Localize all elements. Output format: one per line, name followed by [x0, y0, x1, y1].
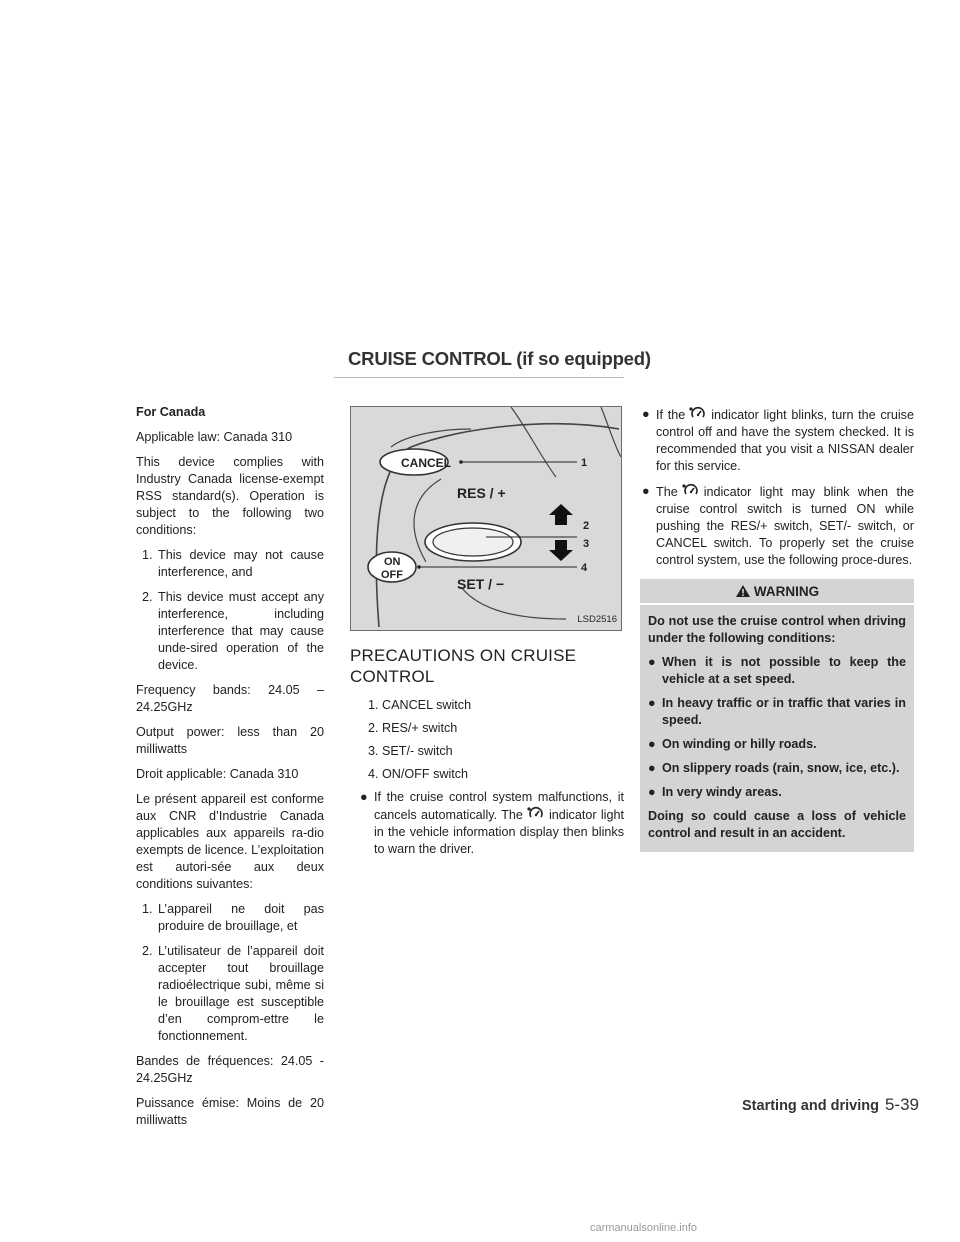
callout-3: 3: [583, 538, 590, 550]
paragraph: Bandes de fréquences: 24.05 - 24.25GHz: [136, 1054, 324, 1085]
cruise-switch-figure: [350, 406, 622, 631]
list-text: On winding or hilly roads.: [662, 737, 817, 751]
cruise-indicator-icon: [526, 806, 546, 820]
bullet-text-after: indicator light blinks, turn the cruise control off and have the system checked. It is recommended that you visit a NISSAN dealer for this service.: [656, 408, 914, 473]
list-item: [136, 901, 324, 935]
bullet-text-before: The: [656, 485, 678, 499]
for-canada-heading: For Canada: [136, 405, 206, 419]
bullet-icon: ●: [642, 484, 650, 498]
switch-parts-list: [360, 697, 624, 783]
bullet-text-after: indicator light in the vehicle information display then blinks to warn the driver.: [374, 808, 624, 856]
paragraph: Output power: less than 20 milliwatts: [136, 725, 324, 756]
off-label: OFF: [381, 569, 403, 581]
paragraph: Applicable law: Canada 310: [136, 430, 293, 444]
warning-header: [648, 579, 906, 603]
warning-triangle-icon: [735, 584, 751, 598]
list-text: When it is not possible to keep the vehicle at a set speed.: [662, 655, 906, 686]
indicator-bullet-list: [640, 406, 914, 569]
bullet-text-after: indicator light may blink when the cruise control switch is turned ON while pushing the RES/+ switch, SET/- switch, or CANCEL switch. To properly set the cruise control system, use the following proce-dures.: [656, 485, 914, 567]
list-item: 2. RES/+ switch: [368, 721, 458, 735]
list-text: This device may not cause interference, and: [158, 548, 324, 579]
set-switch-label: SET / −: [457, 576, 505, 592]
warning-conditions-list: [648, 654, 906, 801]
middle-column: [350, 406, 624, 866]
list-item: [648, 695, 906, 729]
list-item: [358, 789, 624, 858]
bullet-icon: ●: [642, 407, 650, 421]
paragraph: Droit applicable: Canada 310: [136, 767, 299, 781]
paragraph: Le présent appareil est conforme aux CNR d’Industrie Canada applicables aux appareils ra-dio exempts de licence. L’exploitation est autori-sée aux deux conditions suivantes:: [136, 792, 324, 891]
bullet-icon: ●: [648, 785, 656, 799]
on-label: ON: [384, 556, 401, 568]
list-text: In heavy traffic or in traffic that varies in speed.: [662, 696, 906, 727]
list-item: [136, 589, 324, 674]
list-item: [136, 943, 324, 1045]
left-column: [136, 404, 324, 1137]
bullet-icon: ●: [648, 696, 656, 710]
paragraph: Puissance émise: Moins de 20 milliwatts: [136, 1096, 324, 1127]
list-text: This device must accept any interference, including interference that may cause unde-sired operation of the device.: [158, 590, 324, 672]
cruise-switch-illustration: [351, 407, 621, 630]
cruise-indicator-icon: [681, 483, 701, 497]
list-number: 2.: [142, 944, 153, 958]
figure-code: LSD2516: [577, 614, 617, 625]
bullet-icon: ●: [360, 790, 368, 804]
section-title: CRUISE CONTROL (if so equipped): [348, 348, 651, 369]
list-item: [648, 760, 906, 777]
list-text: In very windy areas.: [662, 785, 782, 799]
conditions-list-fr: [136, 901, 324, 1045]
callout-4: 4: [581, 562, 588, 574]
warning-outro: Doing so could cause a loss of vehicle control and result in an accident.: [648, 809, 906, 840]
list-number: 1.: [142, 902, 153, 916]
list-number: 1.: [142, 548, 153, 562]
list-item: [648, 654, 906, 688]
list-item: [136, 547, 324, 581]
malfunction-bullet-list: [358, 789, 624, 858]
bullet-icon: ●: [648, 737, 656, 751]
callout-1: 1: [581, 457, 588, 469]
footer-section-title: Starting and driving: [742, 1098, 879, 1114]
page-footer: [742, 1095, 919, 1115]
cancel-switch-label: CANCEL: [401, 456, 451, 470]
list-text: On slippery roads (rain, snow, ice, etc.).: [662, 761, 900, 775]
paragraph: Frequency bands: 24.05 – 24.25GHz: [136, 683, 324, 714]
list-item: 3. SET/- switch: [368, 744, 453, 758]
list-item: [640, 406, 914, 475]
res-switch-label: RES / +: [457, 485, 506, 501]
bullet-text-before: If the cruise control system malfunctions, it cancels automatically. The: [374, 790, 624, 822]
list-item: [648, 784, 906, 801]
bullet-icon: ●: [648, 761, 656, 775]
warning-title: WARNING: [753, 583, 820, 599]
watermark: carmanualsonline.info: [590, 1222, 698, 1234]
page-number: 5-39: [884, 1095, 919, 1114]
warning-intro: Do not use the cruise control when driving under the following conditions:: [648, 614, 906, 645]
bullet-text-before: If the: [656, 408, 686, 422]
list-number: 2.: [142, 590, 153, 604]
section-title-rule: [334, 377, 624, 378]
conditions-list-en: [136, 547, 324, 674]
list-item: [640, 483, 914, 569]
warning-divider: [640, 603, 914, 605]
list-item: [648, 736, 906, 753]
precautions-heading: PRECAUTIONS ON CRUISE CONTROL: [350, 646, 577, 686]
list-item: 4. ON/OFF switch: [368, 767, 469, 781]
bullet-icon: ●: [648, 655, 656, 669]
warning-box: [640, 579, 914, 852]
cruise-indicator-icon: [688, 406, 708, 420]
list-text: L’utilisateur de l’appareil doit accepter tout brouillage radioélectrique subi, même si le brouillage est susceptible d’en comprom-ettre le fonctionnement.: [158, 944, 324, 1043]
list-text: L’appareil ne doit pas produire de brouillage, et: [158, 902, 324, 933]
paragraph: This device complies with Industry Canada license-exempt RSS standard(s). Operation is subject to the following two conditions:: [136, 455, 324, 537]
list-item: 1. CANCEL switch: [368, 698, 472, 712]
callout-2: 2: [583, 520, 590, 532]
right-column: [640, 406, 914, 852]
